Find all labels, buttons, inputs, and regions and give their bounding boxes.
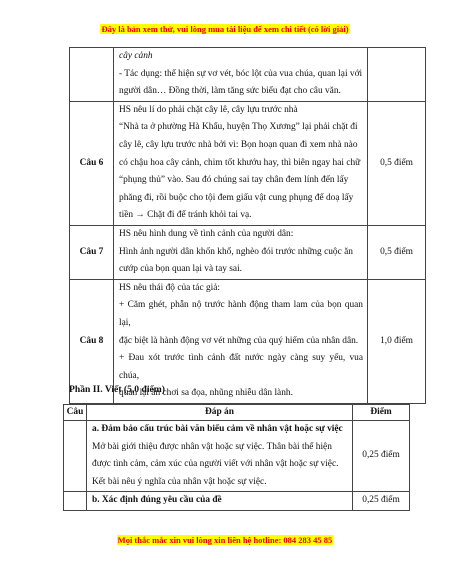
column-header-answer: Đáp án [87,405,353,421]
answer-line: cây cảnh [119,51,153,61]
column-header-question: Câu [64,405,87,421]
answer-line: + Đau xót trước tình cảnh đất nước ngày càng suy yếu, vua chúa, [119,353,363,381]
preview-banner [0,24,450,34]
answer-line: “Nhà ta ở phường Hà Khẩu, huyện Thọ Xương” lại phải chặt đi [119,122,358,133]
answer-line: “phụng thủ” vào. Sau đó chúng sai tay chân đem lính đến lấy [119,175,349,186]
answer-line: tiền → Chặt đi để tránh khỏi tai vạ. [119,210,252,221]
answer-cell [87,492,353,511]
score-cell: 0,25 điểm [353,492,410,511]
answer-line: có chậu hoa cây cảnh, chim tốt khướu hay, thì biên ngay hai chữ [119,157,361,168]
score-cell [368,48,426,102]
table-row [70,225,426,279]
answer-line: Kết bài nêu ý nghĩa của nhân vật hoặc sự việc. [92,476,267,487]
answer-line: đặc biệt là hành động vơ vét những của quý hiếm của nhân dân. [119,335,359,346]
answer-table-part1 [69,47,426,404]
criterion-title: a. Đảm bảo cấu trúc bài văn biểu cảm về nhân vật hoặc sự việc [92,424,343,434]
answer-line: được tình cảm, cảm xúc của người viết với nhân vật hoặc sự việc. [92,459,339,470]
question-cell [64,421,87,492]
score-cell: 1,0 điểm [368,279,426,403]
answer-cell [114,101,368,225]
score-cell: 0,25 điểm [353,421,410,492]
answer-line: - Tác dụng: thể hiện sự vơ vét, bóc lột của vua chúa, quan lại với [119,68,363,79]
answer-line: cây lê, cây lựu trước nhà bởi vì: Bọn hoạn quan đi xem nhà nào [119,139,358,150]
answer-line: + Căm ghét, phẫn nộ trước hành động tham lam của bọn quan lại, [119,300,363,328]
answer-line: HS nêu lí do phải chặt cây lê, cây lựu trước nhà [119,104,298,115]
table-row [70,48,426,102]
answer-line: phăng đi, rồi buộc cho tội đem giấu vật cung phụng để doạ lấy [119,192,354,203]
hotline-footer [0,535,450,545]
table-header-row [64,405,410,421]
question-cell [64,492,87,511]
score-cell: 0,5 điểm [368,225,426,279]
answer-line: Mở bài giới thiệu được nhân vật hoặc sự việc. Thân bài thể hiện [92,441,332,452]
preview-banner-text: Đây là bản xem thử, vui lòng mua tài liệu để xem chi tiết (có lời giải) [101,24,349,34]
criterion-title: b. Xác định đúng yêu cầu của đề [92,495,222,506]
answer-line: HS nêu thái độ của tác giả: [119,282,221,293]
question-cell: Câu 6 [70,101,114,225]
answer-table-part2 [63,404,410,511]
table-row [70,101,426,225]
answer-cell [114,48,368,102]
hotline-footer-text: Mọi thắc mắc xin vui lòng xin liên hệ hotline: 084 283 45 85 [117,535,333,545]
answer-cell [114,225,368,279]
answer-line: cướp của bọn quan lại và tay sai. [119,264,243,275]
question-cell: Câu 7 [70,225,114,279]
table-row [64,492,410,511]
question-cell [70,48,114,102]
answer-cell [87,421,353,492]
section-heading: Phần II. Viết (5,0 điểm) [69,384,165,395]
table-row [64,421,410,492]
score-cell: 0,5 điểm [368,101,426,225]
answer-line: HS nêu hình dung về tình cảnh của người dân: [119,228,294,239]
answer-line: người dân… Đồng thời, làm tăng sức biểu đạt cho câu văn. [119,86,341,97]
question-cell: Câu 8 [70,279,114,403]
answer-line: Hình ảnh người dân khốn khổ, nghèo đói trước những cuộc ăn [119,246,353,257]
column-header-score: Điểm [353,405,410,421]
answer-line: quan lại ăn chơi sa đọa, nhũng nhiễu dân lành. [119,388,293,399]
